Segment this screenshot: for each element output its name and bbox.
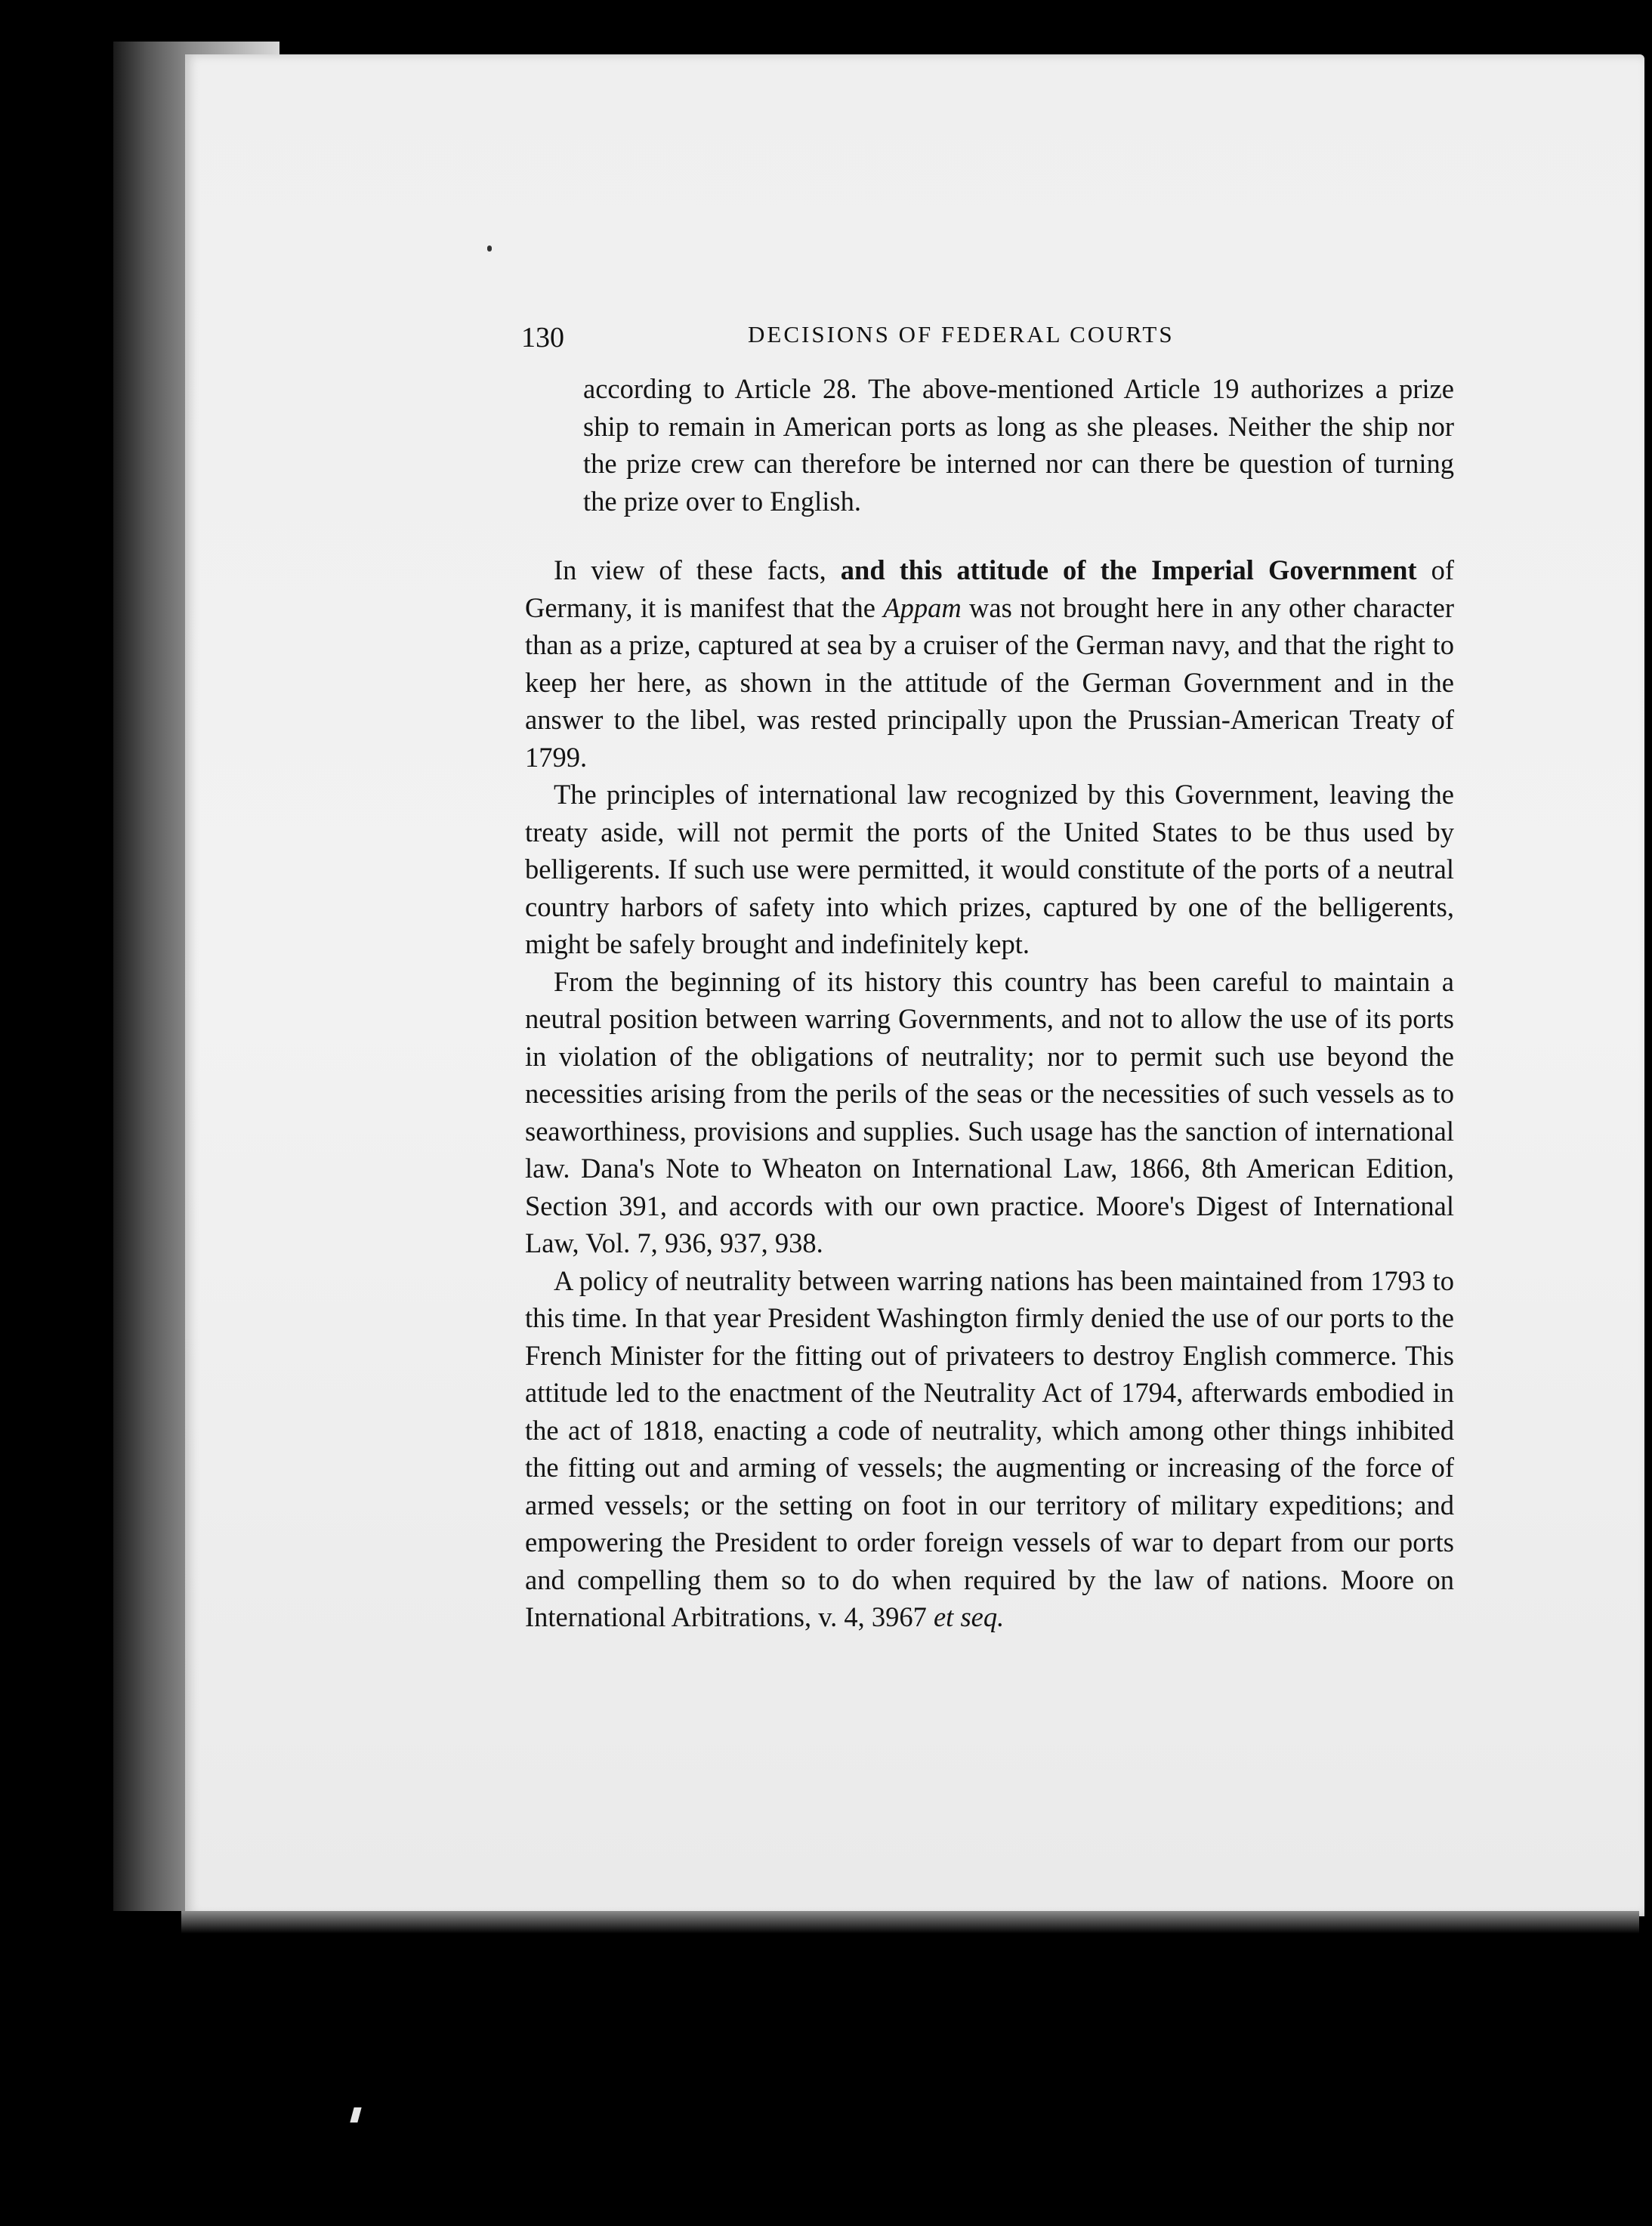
page-bottom-shadow xyxy=(181,1911,1639,1934)
paragraph-2: The principles of international law recognized by this Government, leaving the treaty aside, will not permit the ports of the United States to be thus used by belligerents. If such use were permitted, it would constitute of the ports of a neutral country harbors of safety into which prizes, captured by one of the belligerents, might be safely brought and indefinitely kept. xyxy=(525,779,1454,959)
quoted-passage: according to Article 28. The above-mentioned Article 19 authorizes a prize ship to remain in American ports as long as she pleases. Neither the ship nor the prize crew can therefore be interned nor can there be question of turning the prize over to English. xyxy=(583,373,1454,517)
paragraph-1 xyxy=(525,551,1454,776)
paragraph-1-middle: of Germany, it is manifest that the xyxy=(525,554,1454,623)
scan-speck xyxy=(487,245,492,252)
page-number: 130 xyxy=(521,322,564,354)
citation-suffix: et seq. xyxy=(933,1601,1005,1632)
paragraph-1-bold-phrase: and this attitude of the Imperial Government xyxy=(840,554,1417,585)
paragraph-3: From the beginning of its history this country has been careful to maintain a neutral position between warring Governments, and not to allow the use of its ports in violation of the obligations of neutrality; nor to permit such use beyond the necessities arising from the perils of the seas or the necessities of such vessels as to seaworthiness, provisions and supplies. Such usage has the sanction of international law. Dana's Note to Wheaton on International Law, 1866, 8th American Edition, Section 391, and accords with our own practice. Moore's Digest of International Law, Vol. 7, 936, 937, 938. xyxy=(525,965,1454,1258)
paragraph-4-text: A policy of neutrality between warring nations has been maintained from 1793 to this time. In that year President Washington firmly denied the use of our ports to the French Minister for the fitting out of privateers to destroy English commerce. This attitude led to the enactment of the Neutrality Act of 1794, afterwards embodied in the act of 1818, enacting a code of neutrality, which among other things inhibited the fitting out and arming of vessels; the augmenting or increasing of the force of armed vessels; or the setting on foot in our territory of military expeditions; and empowering the President to order foreign vessels of war to depart from our ports and compelling them so to do when required by the law of nations. Moore on International Arbitrations, v. 4, 3967 xyxy=(525,1264,1454,1632)
running-head: DECISIONS OF FEDERAL COURTS xyxy=(748,321,1175,347)
scan-mark xyxy=(350,2107,361,2123)
paragraph-1-lead: In view of these facts, xyxy=(554,554,841,585)
paragraph-4 xyxy=(525,1262,1454,1636)
body-text xyxy=(525,370,1454,1636)
ship-name: Appam xyxy=(883,591,962,623)
paragraph-1-tail: was not brought here in any other character than as a prize, captured at sea by a cruiser of the German navy, and that the right to keep her here, as shown in the attitude of the German Government and in the answer to the libel, was rested principally upon the Prussian-American Treaty of 1799. xyxy=(525,591,1455,773)
